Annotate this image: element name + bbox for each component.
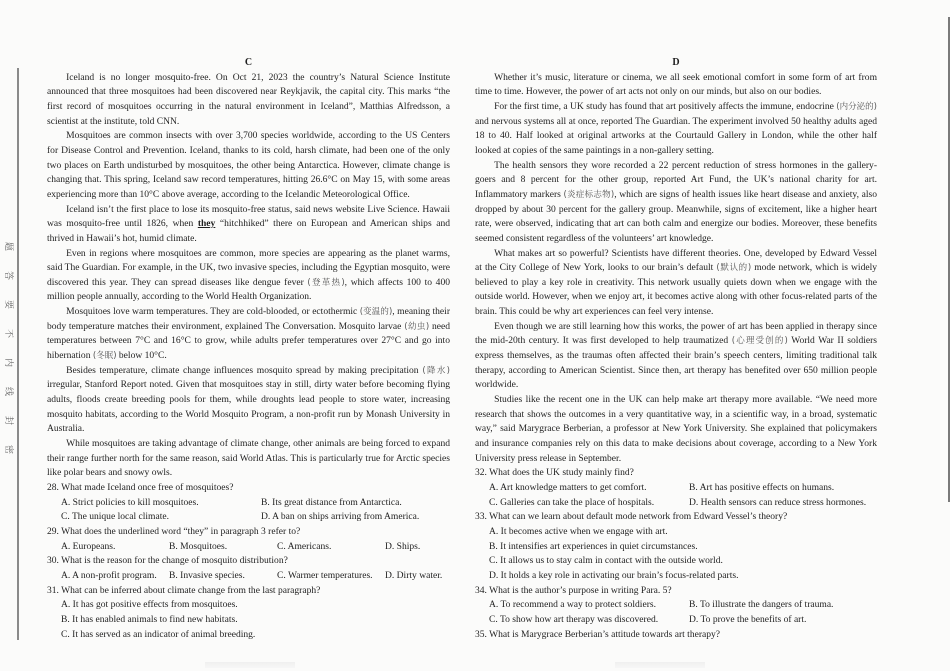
seal-char: 密 [3,445,13,455]
question-stem: 30. What is the reason for the change of mosquito distribution? [47,555,288,567]
seal-char: 答 [3,271,13,281]
option-d: D. To prove the benefits of art. [689,613,807,625]
text: “hitchhiked” there on European and American ships and thrived in Hawaii’s hot, humid climate. [47,218,450,244]
question-stem: 35. What is Marygrace Berberian’s attitude towards art therapy? [475,628,721,640]
paragraph [47,364,450,437]
option-b: B. Art has positive effects on humans. [689,482,835,494]
seal-char: 题 [3,242,13,252]
text: For the first time, a UK study has found that art positively affects the immune, endocrine [494,100,837,112]
paragraph: Studies like the recent one in the UK can help make art therapy more available. “We need more research that shows the outcomes in a very quantitative way, in a scientific way, in a broad, systematic way,” said Marygrace Berberian, a professor at New York University. She explained that policymakers and insurance companies rely on this data to make decisions about coverage, according to a New York University press release in September. [475,394,877,464]
text: The health sensors they wore recorded a 22 percent reduction of stress hormones in the gallery-goers and 8 percent for the other group, reported Art Fund, the UK’s national charity for art. Inflammatory markers [475,159,877,200]
option-a: A. Art knowledge matters to get comfort. [489,482,647,494]
option-d: D. A ban on ships arriving from America. [261,511,420,523]
text: need temperatures between 7°C and 16°C to grow, while adults prefer temperatures over 27°C and go into hibernation [47,320,450,362]
chinese-gloss: (心理受创的) [731,336,788,347]
question-stem: 33. What can we learn about default mode network from Edward Vessel’s theory? [475,511,788,523]
page-footer-left [205,662,295,668]
question-stem: 28. What made Iceland once free of mosquitoes? [47,482,234,494]
option-d: D. Dirty water. [385,569,443,581]
text: Even though we are still learning how this works, the power of art has been applied in therapy since the mid-20th century. It was first developed to help traumatized [475,320,877,347]
option-b: B. To illustrate the dangers of trauma. [689,599,834,611]
option-c: C. The unique local climate. [61,511,169,523]
answer-options [47,540,450,555]
paragraph: Iceland is no longer mosquito-free. On Oct 21, 2023 the country’s Natural Science Institute announced that three mosquitoes had been discovered near Reykjavik, the capital city. This marks “the first record of mosquitoes occurring in the natural environment in Iceland”, Matthias Alfredsson, a scientist at the institute, told CNN. [47,71,450,127]
chinese-gloss: (登革热) [307,277,345,288]
option-d: D. Health sensors can reduce stress hormones. [689,496,867,508]
text: , which are signs of health issues like heart disease and anxiety, also dropped by about 30 percent for the gallery group. Meanwhile, signs of excitement, like a higher heart rate, were observed, indicating that art can both calm and energize our bodies. Moreover, these benefits seemed consistent regardless of the volunteers’ art knowledge. [475,188,877,244]
option-d: D. Ships. [385,540,421,552]
chinese-gloss: (默认的) [716,263,752,274]
answer-options [47,496,450,525]
text: below 10°C. [116,350,167,362]
question-stem: 32. What does the UK study mainly find? [475,467,634,479]
option-c: C. Warmer temperatures. [277,569,373,581]
chinese-gloss: (内分泌的) [836,101,877,112]
text: World War II soldiers express themselves, as the traumas often affected their brain’s speech centers, limiting traditional talk therapy, according to American Scientist. Since then, art therapy has benefited over 650 million people worldwide. [475,335,878,391]
text: Besides temperature, climate change influences mosquito spread by making precipitation [66,364,423,376]
seal-char: 线 [3,387,13,397]
passage-c [47,56,450,642]
binding-line-left [17,68,19,640]
paragraph: Whether it’s music, literature or cinema, we all seek emotional comfort in some form of art from time to time. However, the power of art acts not only on our minds, but also on our bodies. [475,71,877,98]
page-footer-right [615,662,705,668]
chinese-gloss: (炎症标志物) [563,189,615,200]
option-c: C. It allows us to stay calm in contact with the outside world. [489,555,723,567]
text: and nervous systems all at once, reported The Guardian. The experiment involved 50 healthy adults aged 18 to 40. Half looked at original artworks at the Courtauld Gallery in London, while the other half looked at copies of the same paintings in a non-gallery setting. [475,115,877,156]
paragraph [47,247,450,306]
option-b: B. It has enabled animals to find new habitats. [61,613,238,625]
option-b: B. Mosquitoes. [169,540,228,552]
chinese-gloss: (降水) [422,365,450,376]
seal-char: 不 [3,329,13,339]
text: mode network, which is widely believed to play a key role in creativity. This network usually quiets down when we engage with the outside world. However, when we enjoy art, it becomes active along with other focus-related parts of the brain. This could be why art experiences can feel very intense. [475,262,878,318]
seal-char: 要 [3,300,13,310]
paragraph [47,203,450,247]
option-a: A. Europeans. [61,540,116,552]
answer-options [47,598,450,642]
seal-char: 内 [3,358,13,368]
question-stem: 29. What does the underlined word “they” in paragraph 3 refer to? [47,525,301,537]
paragraph: While mosquitoes are taking advantage of climate change, other animals are being forced to expand their range further north for the same reason, said World Atlas. This is particularly true for Arctic species like polar bears and snowy owls. [47,438,450,479]
option-c: C. Galleries can take the place of hospitals. [489,496,655,508]
passage-heading: C [244,57,253,68]
paragraph [475,247,877,320]
text: Even in regions where mosquitoes are common, more species are appearing as the planet warms, said The Guardian. For example, in the UK, two invasive species, including the Egyptian mosquito, were discovered this year. They can spread diseases like dengue fever [47,247,450,288]
option-b: B. It intensifies art experiences in quiet circumstances. [489,540,698,552]
option-c: C. It has served as an indicator of animal breeding. [61,628,256,640]
answer-options [475,481,877,510]
text: irregular, Stanford Report noted. Given that mosquitoes stay in still, dirty water before becoming flying adults, floods create breeding pools for them, while droughts lead people to store water, increasing mosquito habitats, according to the World Mosquito Program, a non-profit run by Monash University in Australia. [47,379,450,435]
option-c: C. Americans. [277,540,332,552]
passage-d [475,56,877,642]
chinese-gloss: (幼虫) [404,321,430,332]
option-d: D. It holds a key role in activating our brain’s focus-related parts. [489,569,739,581]
text: What makes art so powerful? Scientists have different theories. One, developed by Edward Vessel at the City College of New York, looks to our brain’s default [475,247,877,274]
option-a: A. A non-profit program. [61,569,157,581]
chinese-gloss: (变温的) [359,307,393,318]
answer-options [47,569,450,584]
answer-options [475,598,877,627]
text: Mosquitoes love warm temperatures. They are cold-blooded, or ectothermic [66,306,360,318]
answer-options [475,525,877,584]
chinese-gloss: (冬眠) [92,351,117,362]
text: , meaning their body temperature matches their environment, explained The Conversation. Mosquito larvae [47,306,451,332]
question-stem: 34. What is the author’s purpose in writing Para. 5? [475,584,672,596]
option-a: A. It has got positive effects from mosquitoes. [61,599,238,611]
paragraph [475,100,877,159]
text: , which affects 100 to 400 million people annually, according to the World Health Organization. [47,276,451,303]
passage-heading: D [672,57,680,68]
text: Iceland isn’t the first place to lose its mosquito-free status, said news website Live Science. Hawaii was mosquito-free until 1826, when [47,203,450,230]
option-c: C. To show how art therapy was discovered. [489,613,659,625]
underlined-word: they [197,218,216,230]
seal-line-notice [2,243,14,456]
paragraph [47,305,450,364]
paragraph [475,159,877,247]
option-a: A. Strict policies to kill mosquitoes. [61,496,199,508]
paragraph [475,320,877,393]
paragraph: Mosquitoes are common insects with over 3,700 species worldwide, according to the US Centers for Disease Control and Prevention. Iceland, thanks to its cold, harsh climate, had been one of the only two places on Earth undisturbed by mosquitoes, the other being Antarctica. However, climate change is changing that. This spring, Iceland saw record temperatures, hitting 26.6°C on May 15, with some areas experiencing more than 10°C above average, according to the Icelandic Meteorological Office. [47,130,450,200]
option-a: A. It becomes active when we engage with art. [489,525,668,537]
question-stem: 31. What can be inferred about climate change from the last paragraph? [47,584,321,596]
seal-char: 封 [3,416,13,426]
option-b: B. Its great distance from Antarctica. [261,496,402,508]
option-a: A. To recommend a way to protect soldiers. [489,599,656,611]
option-b: B. Invasive species. [169,569,245,581]
